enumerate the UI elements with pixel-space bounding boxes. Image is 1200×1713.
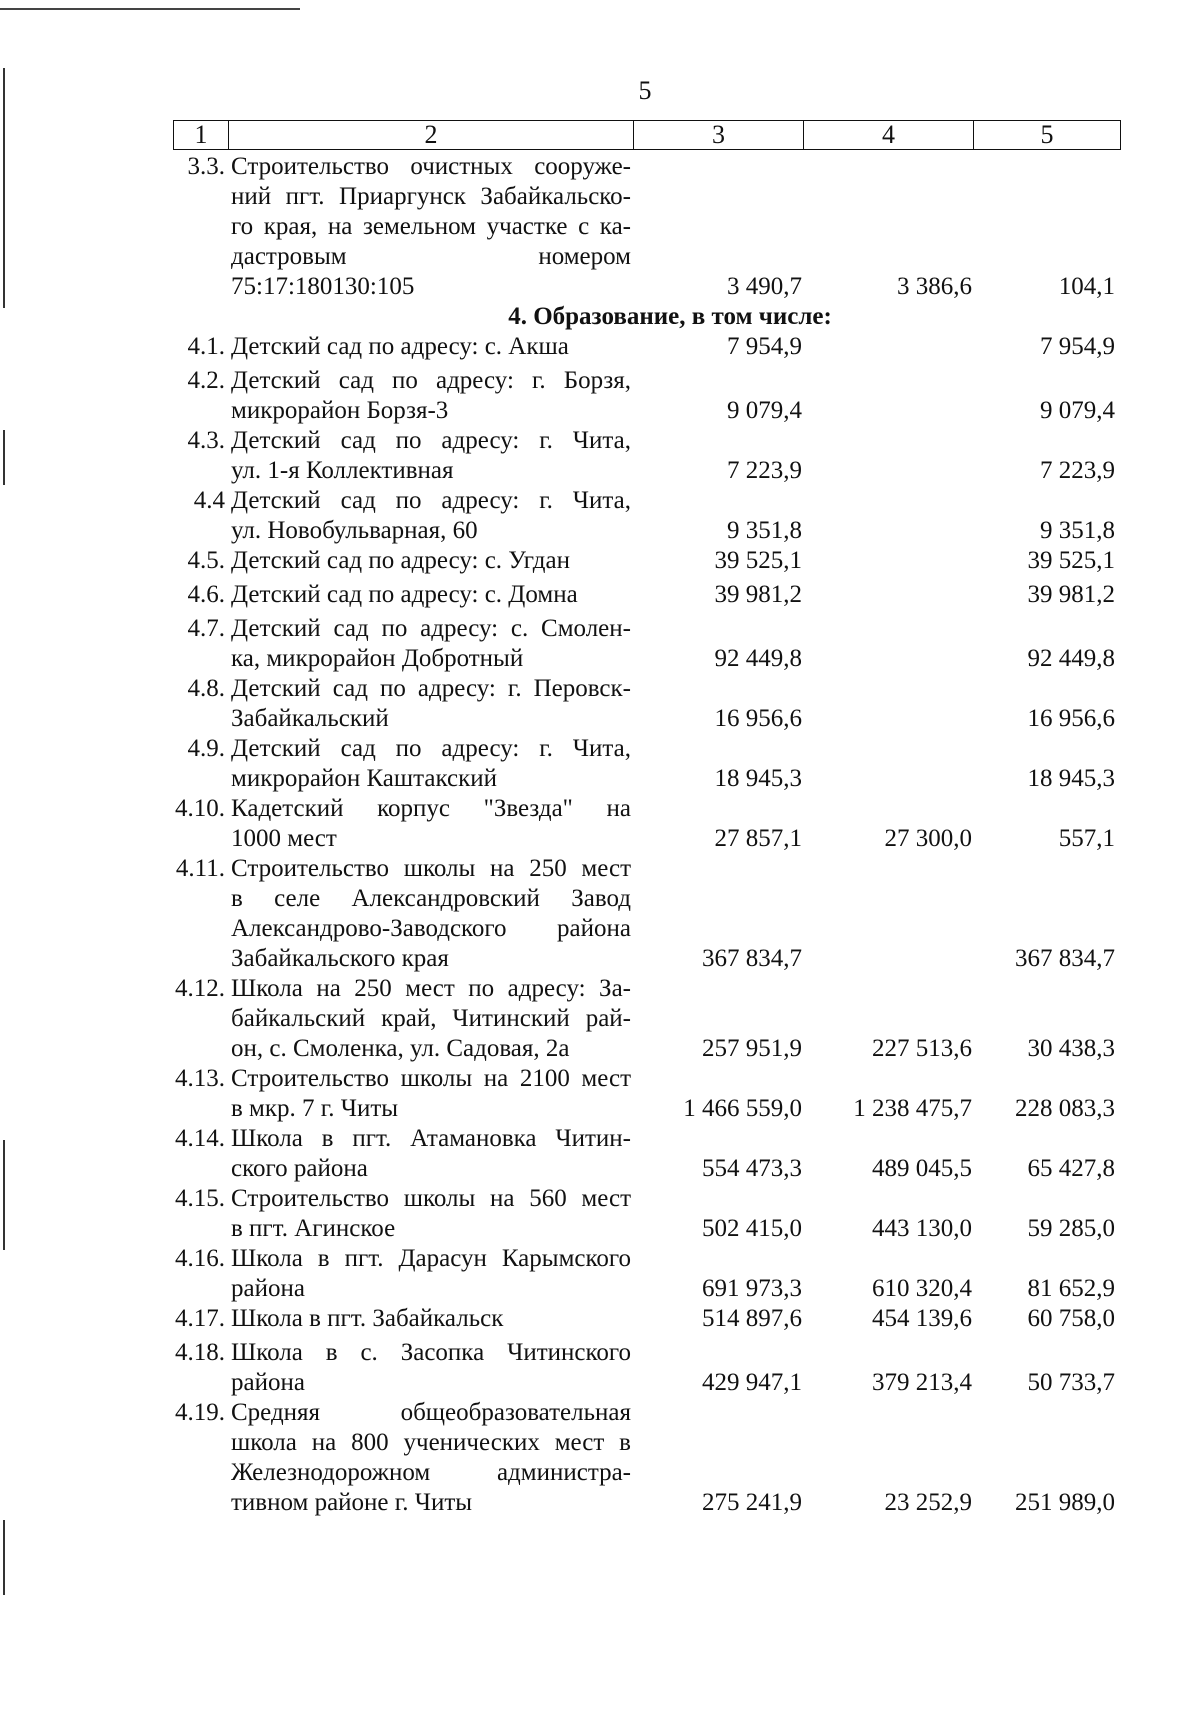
value-column-5: 9 351,8 [1040,517,1115,544]
row-number: 4.16. [175,1245,225,1272]
value-column-5: 65 427,8 [1027,1155,1115,1182]
value-column-3: 39 525,1 [714,547,802,574]
column-header-2: 2 [229,121,634,150]
table-row [0,614,1200,674]
description-line: Школа в пгт. Дарасун Карымского [231,1245,631,1272]
row-number: 4.12. [175,975,225,1002]
table-row [0,546,1200,576]
table-row [0,486,1200,546]
row-description [231,546,631,576]
value-column-3: 7 223,9 [727,457,802,484]
description-line: Строительство школы на 2100 мест [231,1065,631,1092]
row-number: 4.13. [175,1065,225,1092]
row-number: 4.5. [187,547,225,574]
description-line: Школа в пгт. Атамановка Читин- [231,1125,631,1152]
value-column-4: 27 300,0 [884,825,972,852]
row-number: 4.1. [187,333,225,360]
value-column-3: 429 947,1 [702,1369,802,1396]
table-row [0,794,1200,854]
description-line: в селе Александровский Завод [231,885,631,912]
description-line: Забайкальский [231,705,389,732]
value-column-4: 443 130,0 [872,1215,972,1242]
description-line: Строительство очистных сооруже- [231,153,631,180]
value-column-3: 3 490,7 [727,273,802,300]
value-column-5: 251 989,0 [1015,1489,1115,1516]
row-number: 3.3. [187,153,225,180]
value-column-4: 610 320,4 [872,1275,972,1302]
description-line: Школа в с. Засопка Читинского [231,1339,631,1366]
description-line: дастровым номером [231,243,631,270]
section-title: 4. Образование, в том числе: [508,303,832,330]
value-column-3: 554 473,3 [702,1155,802,1182]
table-row [0,1338,1200,1398]
table-row [0,366,1200,426]
scan-edge-line [0,8,300,10]
value-column-5: 81 652,9 [1027,1275,1115,1302]
table-row [0,1184,1200,1244]
row-number: 4.3. [187,427,225,454]
description-line: байкальский край, Читинский рай- [231,1005,631,1032]
description-line: микрорайон Каштакский [231,765,497,792]
description-line: он, с. Смоленка, ул. Садовая, 2а [231,1035,570,1062]
table-row [0,426,1200,486]
row-description [231,332,631,362]
value-column-3: 27 857,1 [714,825,802,852]
description-line: в пгт. Агинское [231,1215,396,1242]
row-description [231,580,631,610]
value-column-5: 7 223,9 [1040,457,1115,484]
description-line: в мкр. 7 г. Читы [231,1095,399,1122]
value-column-3: 18 945,3 [714,765,802,792]
value-column-3: 514 897,6 [702,1305,802,1332]
scan-margin-line [3,1520,5,1595]
column-header-1: 1 [174,121,229,150]
value-column-5: 16 956,6 [1027,705,1115,732]
row-number: 4.18. [175,1339,225,1366]
value-column-3: 9 351,8 [727,517,802,544]
description-line: школа на 800 ученических мест в [231,1429,631,1456]
page-number: 5 [638,76,652,105]
value-column-4: 379 213,4 [872,1369,972,1396]
row-description [231,1398,631,1518]
value-column-5: 228 083,3 [1015,1095,1115,1122]
description-line: Кадетский корпус "Звезда" на [231,795,631,822]
description-line: Детский сад по адресу: с. Угдан [231,547,571,574]
value-column-3: 39 981,2 [714,581,802,608]
row-description [231,734,631,794]
description-line: ний пгт. Приаргунск Забайкальско- [231,183,631,210]
description-line: района [231,1369,305,1396]
value-column-5: 557,1 [1058,825,1115,852]
table-row [0,1124,1200,1184]
row-description [231,614,631,674]
table-row [0,580,1200,610]
budget-table-body [0,152,1200,1518]
value-column-5: 104,1 [1058,273,1115,300]
column-header-3: 3 [634,121,804,150]
row-number: 4.14. [175,1125,225,1152]
description-line: Строительство школы на 560 мест [231,1185,631,1212]
value-column-4: 23 252,9 [884,1489,972,1516]
description-line: ского района [231,1155,368,1182]
description-line: ул. Новобульварная, 60 [231,517,478,544]
value-column-4: 489 045,5 [872,1155,972,1182]
value-column-5: 92 449,8 [1027,645,1115,672]
row-number: 4.6. [187,581,225,608]
table-row [0,1244,1200,1304]
column-header-table [173,120,1121,150]
value-column-5: 59 285,0 [1027,1215,1115,1242]
row-description [231,1064,631,1124]
row-number: 4.19. [175,1399,225,1426]
row-description [231,1304,631,1334]
description-line: тивном районе г. Читы [231,1489,473,1516]
value-column-3: 1 466 559,0 [683,1095,802,1122]
value-column-5: 9 079,4 [1040,397,1115,424]
value-column-3: 16 956,6 [714,705,802,732]
row-description [231,426,631,486]
description-line: 1000 мест [231,825,337,852]
value-column-3: 7 954,9 [727,333,802,360]
description-line: Детский сад по адресу: с. Акша [231,333,569,360]
row-number: 4.17. [175,1305,225,1332]
row-number: 4.11. [175,855,225,882]
value-column-5: 367 834,7 [1015,945,1115,972]
row-description [231,794,631,854]
value-column-4: 1 238 475,7 [853,1095,972,1122]
column-header-5: 5 [974,121,1121,150]
description-line: микрорайон Борзя-3 [231,397,449,424]
description-line: Строительство школы на 250 мест [231,855,631,882]
description-line: Детский сад по адресу: г. Перовск- [231,675,631,702]
table-row [0,1398,1200,1518]
column-header-4: 4 [804,121,974,150]
value-column-3: 691 973,3 [702,1275,802,1302]
value-column-5: 39 981,2 [1027,581,1115,608]
table-row [0,734,1200,794]
row-number: 4.10. [175,795,225,822]
value-column-5: 39 525,1 [1027,547,1115,574]
table-row [0,1304,1200,1334]
description-line: района [231,1275,305,1302]
value-column-3: 502 415,0 [702,1215,802,1242]
value-column-4: 227 513,6 [872,1035,972,1062]
row-description [231,1244,631,1304]
value-column-5: 50 733,7 [1027,1369,1115,1396]
row-description [231,1338,631,1398]
table-row [0,152,1200,302]
value-column-5: 60 758,0 [1027,1305,1115,1332]
description-line: Детский сад по адресу: г. Чита, [231,487,631,514]
row-description [231,366,631,426]
description-line: Школа на 250 мест по адресу: За- [231,975,631,1002]
value-column-3: 257 951,9 [702,1035,802,1062]
description-line: 75:17:180130:105 [231,273,415,300]
description-line: ка, микрорайон Добротный [231,645,524,672]
row-number: 4.15. [175,1185,225,1212]
description-line: Детский сад по адресу: г. Чита, [231,427,631,454]
table-row [0,332,1200,362]
table-row [0,854,1200,974]
description-line: Детский сад по адресу: г. Чита, [231,735,631,762]
description-line: Александрово-Заводского района [231,915,631,942]
value-column-4: 454 139,6 [872,1305,972,1332]
table-row [0,674,1200,734]
description-line: Детский сад по адресу: с. Смолен- [231,615,631,642]
description-line: го края, на земельном участке с ка- [231,213,631,240]
row-description [231,1124,631,1184]
row-description [231,486,631,546]
row-description [231,974,631,1064]
value-column-3: 367 834,7 [702,945,802,972]
description-line: Школа в пгт. Забайкальск [231,1305,504,1332]
row-description [231,152,631,302]
value-column-3: 92 449,8 [714,645,802,672]
description-line: Забайкальского края [231,945,449,972]
value-column-3: 9 079,4 [727,397,802,424]
value-column-5: 30 438,3 [1027,1035,1115,1062]
row-number: 4.2. [187,367,225,394]
table-row [0,1064,1200,1124]
row-description [231,1184,631,1244]
description-line: Детский сад по адресу: г. Борзя, [231,367,631,394]
description-line: Железнодорожном администра- [231,1459,631,1486]
description-line: ул. 1-я Коллективная [231,457,454,484]
value-column-3: 275 241,9 [702,1489,802,1516]
description-line: Детский сад по адресу: с. Домна [231,581,578,608]
description-line: Средняя общеобразовательная [231,1399,631,1426]
row-number: 4.7. [187,615,225,642]
row-description [231,674,631,734]
value-column-4: 3 386,6 [897,273,972,300]
row-number: 4.9. [187,735,225,762]
row-number: 4.8. [187,675,225,702]
table-row [0,974,1200,1064]
row-number: 4.4 [193,487,225,514]
value-column-5: 7 954,9 [1040,333,1115,360]
row-description [231,854,631,974]
value-column-5: 18 945,3 [1027,765,1115,792]
